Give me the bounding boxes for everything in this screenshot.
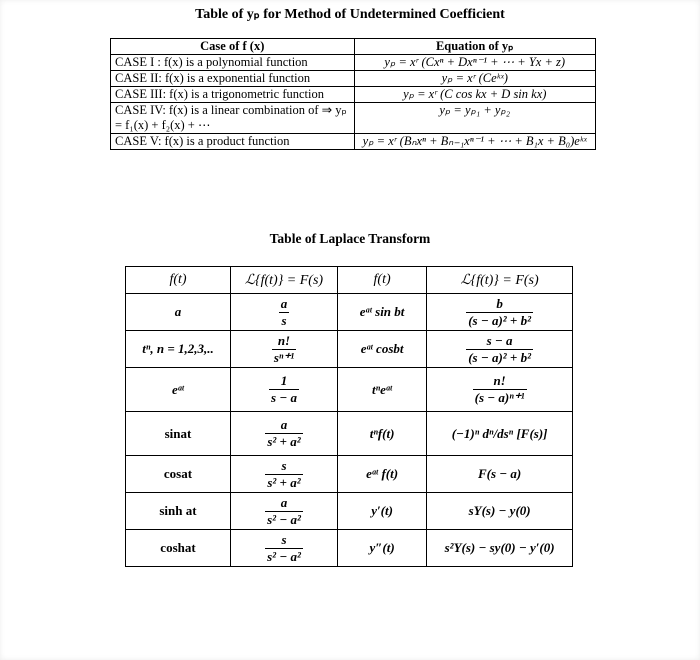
equation-cell: yₚ = xʳ (C cos kx + D sin kx) — [354, 87, 596, 103]
denominator: (s − a)ⁿ⁺¹ — [474, 390, 525, 405]
f1-cell: tⁿ, n = 1,2,3,.. — [126, 331, 231, 368]
numerator: b — [496, 295, 503, 311]
equation-cell: yₚ = yₚ₁ + yₚ₂ — [354, 103, 596, 134]
table-row — [126, 530, 573, 567]
equation-cell: yₚ = xʳ (Bₙxⁿ + Bₙ₋₁xⁿ⁻¹ + ⋯ + B₁x + B₀)eᵏˣ — [354, 134, 596, 150]
denominator: (s − a)² + b² — [468, 349, 531, 365]
table-row — [111, 134, 596, 150]
numerator: a — [280, 295, 288, 311]
numerator: a — [280, 417, 288, 432]
F2-cell — [427, 331, 573, 368]
table-row — [126, 331, 573, 368]
fraction — [272, 333, 296, 366]
denominator: s² − a² — [267, 511, 301, 527]
fraction — [265, 495, 303, 528]
table-header-row — [111, 39, 596, 55]
table-row — [111, 103, 596, 134]
table-row — [111, 71, 596, 87]
table-row — [126, 493, 573, 530]
case-cell: CASE IV: f(x) is a linear combination of ⇒ yₚ = f₁(x) + f₂(x) + ⋯ — [111, 103, 355, 134]
equation-cell: yₚ = xʳ (Ceᵏˣ) — [354, 71, 596, 87]
denominator: s² − a² — [267, 548, 301, 564]
f1-cell: cosat — [126, 456, 231, 493]
header-case: Case of f (x) — [111, 39, 355, 55]
F1-cell — [230, 493, 337, 530]
f2-cell: tⁿeᵃᵗ — [337, 368, 426, 412]
f1-cell: sinh at — [126, 493, 231, 530]
F2-cell: sY(s) − y(0) — [427, 493, 573, 530]
f1-cell: a — [126, 294, 231, 331]
fraction — [265, 458, 302, 491]
numerator: s — [281, 531, 287, 547]
denominator: s − a — [271, 390, 297, 405]
F2-cell — [427, 294, 573, 331]
denominator: s² + a² — [267, 474, 301, 490]
table-row — [126, 412, 573, 456]
f2-cell: y′(t) — [337, 493, 426, 530]
table-header-row — [126, 267, 573, 294]
numerator: n! — [493, 373, 506, 388]
fraction — [265, 532, 303, 565]
F2-cell: (−1)ⁿ dⁿ/dsⁿ [F(s)] — [427, 412, 573, 456]
f2-cell: eᵃᵗ cosbt — [337, 331, 426, 368]
f2-cell: y″(t) — [337, 530, 426, 567]
f2-cell: eᵃᵗ sin bt — [337, 294, 426, 331]
table-row — [126, 456, 573, 493]
f1-cell: coshat — [126, 530, 231, 567]
denominator: (s − a)² + b² — [468, 312, 531, 328]
table-row — [111, 87, 596, 103]
F1-cell — [230, 331, 337, 368]
table-row — [126, 368, 573, 412]
numerator: a — [280, 494, 288, 510]
case-cell: CASE V: f(x) is a product function — [111, 134, 355, 150]
laplace-transform-table — [125, 266, 573, 567]
fraction — [265, 417, 302, 450]
F1-cell — [230, 412, 337, 456]
table-row — [126, 294, 573, 331]
denominator: sⁿ⁺¹ — [273, 349, 295, 365]
fraction — [279, 296, 290, 329]
numerator: s — [281, 457, 287, 473]
fraction — [473, 373, 527, 406]
header-F1: ℒ{f(t)} = F(s) — [230, 267, 337, 294]
denominator: s — [279, 312, 290, 329]
numerator: n! — [277, 332, 291, 348]
table-row — [111, 55, 596, 71]
denominator: s² + a² — [267, 434, 301, 449]
header-F2: ℒ{f(t)} = F(s) — [427, 267, 573, 294]
F1-cell — [230, 368, 337, 412]
F1-cell — [230, 456, 337, 493]
undetermined-coefficient-title: Table of yₚ for Method of Undetermined Coefficient — [195, 7, 505, 22]
fraction — [466, 333, 533, 366]
numerator: s − a — [486, 332, 513, 348]
case-cell: CASE I : f(x) is a polynomial function — [111, 55, 355, 71]
header-f1: f(t) — [126, 267, 231, 294]
case-cell: CASE III: f(x) is a trigonometric function — [111, 87, 355, 103]
F2-cell: s²Y(s) − sy(0) − y′(0) — [427, 530, 573, 567]
header-equation: Equation of yₚ — [354, 39, 596, 55]
F2-cell: F(s − a) — [427, 456, 573, 493]
equation-cell: yₚ = xʳ (Cxⁿ + Dxⁿ⁻¹ + ⋯ + Yx + z) — [354, 55, 596, 71]
F2-cell — [427, 368, 573, 412]
laplace-table-title: Table of Laplace Transform — [269, 231, 431, 246]
f2-cell: eᵃᵗ f(t) — [337, 456, 426, 493]
f1-cell: sinat — [126, 412, 231, 456]
case-cell: CASE II: f(x) is a exponential function — [111, 71, 355, 87]
fraction — [269, 373, 299, 406]
F1-cell — [230, 530, 337, 567]
fraction — [466, 296, 533, 329]
f2-cell: tⁿf(t) — [337, 412, 426, 456]
f1-cell: eᵃᵗ — [126, 368, 231, 412]
header-f2: f(t) — [337, 267, 426, 294]
undetermined-coefficient-table — [110, 38, 596, 150]
numerator: 1 — [280, 373, 288, 388]
F1-cell — [230, 294, 337, 331]
